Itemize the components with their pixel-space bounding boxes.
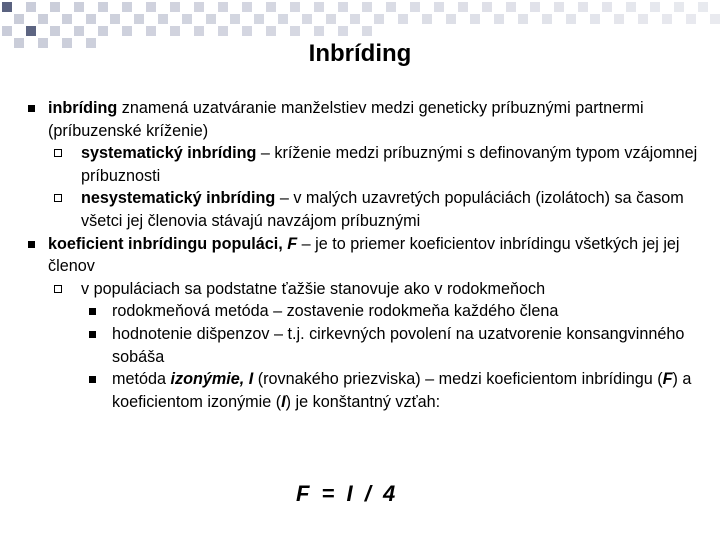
bullet-text: metóda <box>112 370 171 389</box>
decoration-square <box>518 14 528 24</box>
decoration-square <box>38 14 48 24</box>
decoration-square <box>134 14 144 24</box>
bullet-text: (rovnakého priezviska) – medzi koeficientom inbrídingu ( <box>253 370 663 389</box>
square-bullet-icon <box>28 241 35 248</box>
bullet-text: F <box>287 234 298 253</box>
decoration-square <box>74 26 84 36</box>
bullet-text: – kríženie medzi príbuznými s definovaným typom vzájomnej príbuznosti <box>81 144 698 185</box>
decoration-square <box>446 14 456 24</box>
decoration-square <box>122 2 132 12</box>
decoration-square <box>278 14 288 24</box>
decoration-square <box>398 14 408 24</box>
bullet-item-level-3 <box>24 323 704 368</box>
square-bullet-icon <box>89 376 96 383</box>
decoration-square <box>74 2 84 12</box>
decoration-square <box>98 26 108 36</box>
decoration-square <box>146 26 156 36</box>
bullet-list <box>24 97 704 413</box>
decoration-square <box>50 26 60 36</box>
bullet-text: ) je konštantný vzťah: <box>285 392 441 411</box>
decoration-square <box>314 26 324 36</box>
decoration-square <box>254 14 264 24</box>
square-bullet-icon <box>89 331 96 338</box>
decoration-square <box>386 2 396 12</box>
decoration-square <box>494 14 504 24</box>
formula: F = I / 4 <box>296 481 399 506</box>
bullet-item-level-3 <box>24 368 704 413</box>
decoration-square <box>542 14 552 24</box>
decoration-square <box>338 2 348 12</box>
decoration-square <box>626 2 636 12</box>
decoration-square <box>218 2 228 12</box>
bullet-item-level-2 <box>24 187 704 232</box>
bullet-text: rodokmeňová metóda – zostavenie rodokmeňa každého člena <box>112 302 559 321</box>
decoration-square <box>218 26 228 36</box>
bullet-text: koeficient inbrídingu populáci, <box>48 234 288 253</box>
bullet-text: nesystematický inbríding <box>81 189 276 208</box>
decoration-square <box>662 14 672 24</box>
decoration-square <box>194 2 204 12</box>
decoration-square <box>86 14 96 24</box>
decoration-square <box>170 26 180 36</box>
decoration-square <box>614 14 624 24</box>
slide-title: Inbríding <box>308 40 412 67</box>
bullet-text: hodnotenie dišpenzov – t.j. cirkevných povolení na uzatvorenie konsangvinného sobáša <box>112 324 685 366</box>
decoration-square <box>434 2 444 12</box>
decoration-square <box>98 2 108 12</box>
decoration-square <box>638 14 648 24</box>
decoration-square <box>554 2 564 12</box>
decoration-square <box>26 2 36 12</box>
decoration-square <box>710 14 720 24</box>
decoration-square <box>650 2 660 12</box>
hollow-square-bullet-icon <box>54 149 62 157</box>
decoration-square <box>290 2 300 12</box>
hollow-square-bullet-icon <box>54 194 62 202</box>
decoration-square <box>26 26 36 36</box>
bullet-text: ) a koeficientom izonýmie ( <box>112 370 692 411</box>
decoration-square <box>578 2 588 12</box>
bullet-text: znamená uzatváranie manželstiev medzi geneticky príbuznými partnermi (príbuzenské kríženie) <box>48 99 644 140</box>
decoration-square <box>338 26 348 36</box>
bullet-item-level-1 <box>24 233 704 278</box>
decoration-square <box>122 26 132 36</box>
decoration-square <box>506 2 516 12</box>
square-bullet-icon <box>89 308 96 315</box>
decoration-square <box>2 2 12 12</box>
decoration-square <box>350 14 360 24</box>
decoration-square <box>182 14 192 24</box>
bullet-text: izonýmie, I <box>170 370 254 389</box>
hollow-square-bullet-icon <box>54 285 62 293</box>
decoration-square <box>326 14 336 24</box>
decoration-square <box>410 2 420 12</box>
decoration-square <box>194 26 204 36</box>
decoration-square <box>50 2 60 12</box>
decoration-square <box>314 2 324 12</box>
decoration-square <box>242 2 252 12</box>
decoration-square <box>158 14 168 24</box>
decoration-square <box>110 14 120 24</box>
bullet-item-level-2 <box>24 142 704 187</box>
decoration-square <box>590 14 600 24</box>
decoration-square <box>458 2 468 12</box>
decoration-square <box>482 2 492 12</box>
bullet-text: I <box>281 392 286 411</box>
decoration-square <box>242 26 252 36</box>
decoration-square <box>206 14 216 24</box>
decoration-square <box>686 14 696 24</box>
bullet-item-level-2 <box>24 278 704 301</box>
decoration-square <box>266 2 276 12</box>
decoration-square <box>2 26 12 36</box>
bullet-text: v populáciach sa podstatne ťažšie stanovuje ako v rodokmeňoch <box>81 279 546 298</box>
square-bullet-icon <box>28 105 35 112</box>
bullet-item-level-3 <box>24 300 704 323</box>
decoration-square <box>566 14 576 24</box>
decoration-square <box>266 26 276 36</box>
decoration-square <box>470 14 480 24</box>
bullet-text: – v malých uzavretých populáciách (izolátoch) sa časom všetci jej členovia stávajú navzájom príbuznými <box>81 189 684 230</box>
decoration-square <box>530 2 540 12</box>
bullet-item-level-1 <box>24 97 704 142</box>
decoration-square <box>422 14 432 24</box>
bullet-text: inbríding <box>48 99 118 117</box>
decoration-square <box>302 14 312 24</box>
decoration-square <box>602 2 612 12</box>
decoration-square <box>290 26 300 36</box>
decoration-square <box>14 14 24 24</box>
decoration-square <box>374 14 384 24</box>
decoration-square <box>362 2 372 12</box>
decoration-square <box>146 2 156 12</box>
decoration-square <box>230 14 240 24</box>
decoration-square <box>62 14 72 24</box>
decoration-square <box>362 26 372 36</box>
bullet-text: F <box>662 370 673 389</box>
bullet-text: systematický inbríding <box>81 144 257 163</box>
bullet-text: – je to priemer koeficientov inbrídingu všetkých jej jej členov <box>48 234 680 276</box>
decoration-square <box>170 2 180 12</box>
decoration-square <box>674 2 684 12</box>
decoration-square <box>698 2 708 12</box>
